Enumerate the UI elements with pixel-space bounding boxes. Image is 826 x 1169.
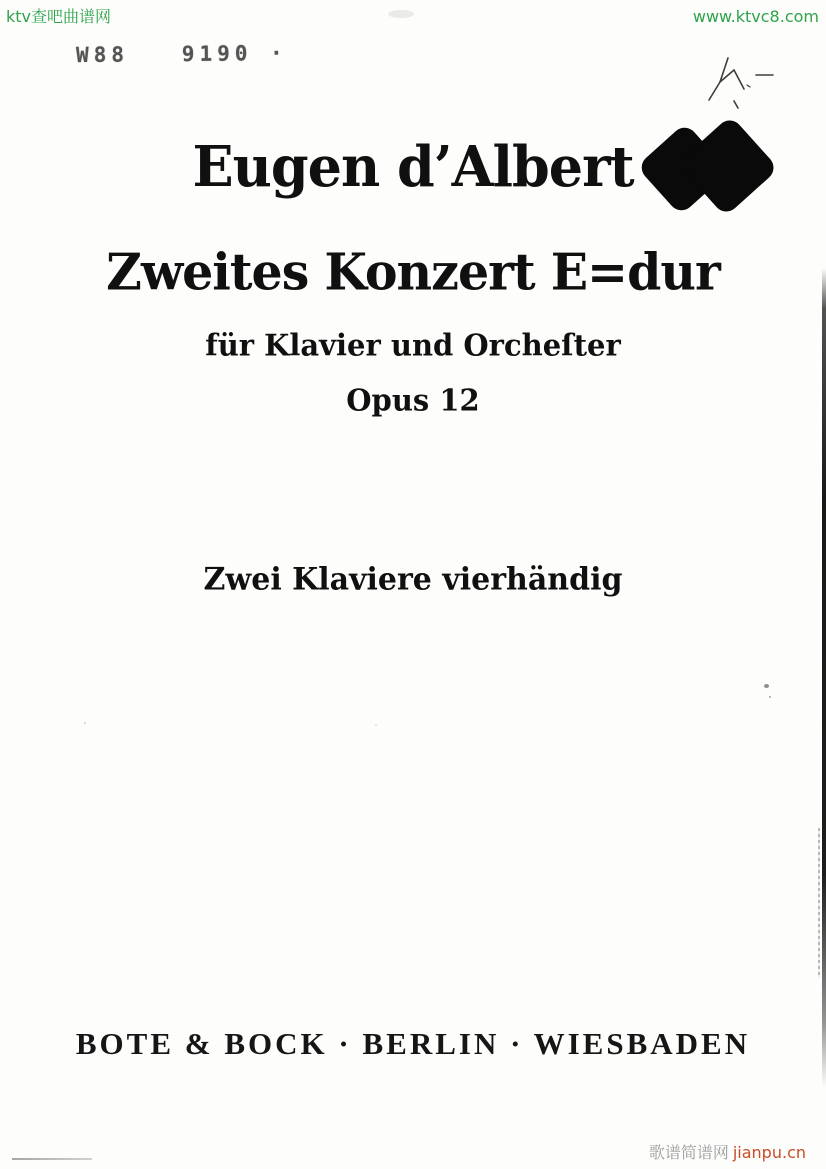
scan-edge-marks bbox=[818, 828, 820, 978]
scan-smudge bbox=[388, 10, 414, 18]
ink-speck bbox=[375, 724, 377, 726]
library-accession-stamp: W88 9190 · bbox=[75, 40, 288, 68]
scan-edge-shadow bbox=[822, 268, 826, 1088]
publisher-imprint: BOTE & BOCK · BERLIN · WIESBADEN bbox=[75, 1026, 751, 1061]
watermark-top-left: ktv查吧曲谱网 bbox=[6, 7, 112, 26]
ink-speck bbox=[764, 684, 769, 688]
watermark-top-right: www.ktvc8.com bbox=[692, 7, 819, 26]
work-title: Zweites Konzert E=dur bbox=[106, 241, 720, 303]
watermark-bottom-right bbox=[649, 1140, 806, 1163]
watermark-site-name: 歌谱简谱网 bbox=[648, 1143, 729, 1162]
arrangement-line: Zwei Klaviere vierhändig bbox=[203, 561, 623, 598]
instrumentation-line: für Klavier und Orcheſter bbox=[205, 327, 621, 363]
pen-scribble bbox=[698, 55, 790, 113]
composer-name: Eugen d’Albert bbox=[192, 132, 634, 200]
ink-speck bbox=[84, 722, 86, 724]
scan-line-artifact bbox=[12, 1158, 92, 1160]
watermark-site-url: jianpu.cn bbox=[732, 1143, 806, 1162]
opus-number: Opus 12 bbox=[346, 382, 480, 418]
ink-speck bbox=[769, 696, 771, 698]
